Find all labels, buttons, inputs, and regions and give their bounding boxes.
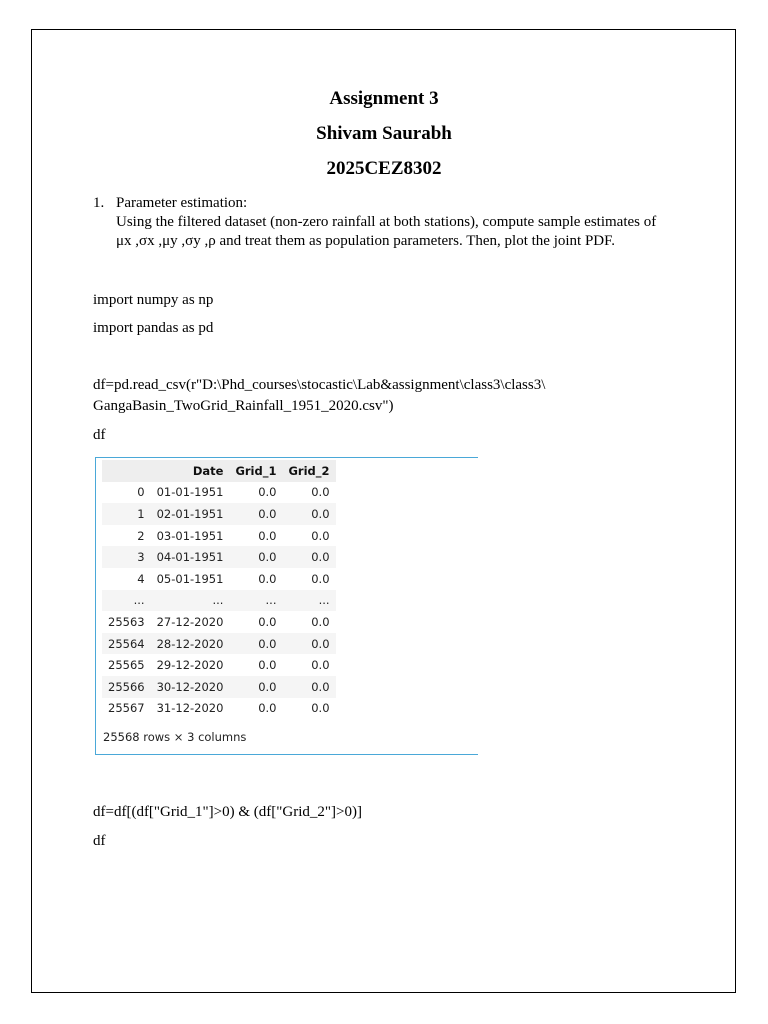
- cell-date: 30-12-2020: [156, 679, 224, 694]
- document-title: Assignment 3: [329, 88, 439, 109]
- cell-grid-1: ...: [265, 593, 277, 608]
- cell-grid-2: 0.0: [311, 506, 330, 521]
- cell-date: 03-01-1951: [156, 528, 224, 543]
- code-read-csv-line-2: GangaBasin_TwoGrid_Rainfall_1951_2020.csv"): [93, 398, 394, 414]
- code-show-df-filtered: df: [93, 833, 106, 849]
- cell-grid-2: 0.0: [311, 614, 330, 629]
- cell-grid-1: 0.0: [258, 701, 277, 716]
- cell-grid-1: 0.0: [258, 658, 277, 673]
- cell-grid-2: 0.0: [311, 636, 330, 651]
- cell-grid-1: 0.0: [258, 485, 277, 500]
- cell-date: 04-01-1951: [156, 550, 224, 565]
- question-line-1: Using the filtered dataset (non-zero rainfall at both stations), compute sample estimates of: [116, 214, 657, 230]
- dataframe-shape: 25568 rows × 3 columns: [103, 730, 247, 744]
- cell-date: ...: [212, 593, 224, 608]
- cell-grid-1: 0.0: [258, 636, 277, 651]
- cell-grid-1: 0.0: [258, 528, 277, 543]
- code-read-csv-line-1: df=pd.read_csv(r"D:\Phd_courses\stocastic\Lab&assignment\class3\class3\: [93, 377, 546, 393]
- table-header-row: [102, 460, 336, 482]
- cell-date: 29-12-2020: [156, 658, 224, 673]
- table-row: [102, 611, 336, 633]
- author-name: Shivam Saurabh: [316, 123, 452, 144]
- cell-grid-1: 0.0: [258, 614, 277, 629]
- row-index: 25564: [108, 636, 145, 651]
- cell-grid-2: 0.0: [311, 658, 330, 673]
- code-filter: df=df[(df["Grid_1"]>0) & (df["Grid_2"]>0)]: [93, 804, 362, 820]
- cell-grid-2: ...: [318, 593, 330, 608]
- question-line-2: μx ,σx ,μy ,σy ,ρ and treat them as population parameters. Then, plot the joint PDF.: [116, 233, 616, 249]
- row-index: ...: [133, 593, 145, 608]
- cell-grid-1: 0.0: [258, 550, 277, 565]
- cell-grid-2: 0.0: [311, 528, 330, 543]
- cell-date: 05-01-1951: [156, 571, 224, 586]
- cell-grid-2: 0.0: [311, 679, 330, 694]
- question-text: [116, 194, 696, 251]
- row-index: 25563: [108, 614, 145, 629]
- column-header-date: Date: [192, 463, 224, 478]
- cell-grid-1: 0.0: [258, 506, 277, 521]
- table-row-ellipsis: [102, 590, 336, 612]
- code-import-pandas: import pandas as pd: [93, 320, 214, 336]
- cell-date: 27-12-2020: [156, 614, 224, 629]
- dataframe-screenshot: [95, 457, 478, 755]
- row-index: 0: [137, 485, 145, 500]
- table-row: [102, 633, 336, 655]
- column-header-grid-2: Grid_2: [288, 463, 330, 478]
- table-row: [102, 654, 336, 676]
- column-header-index: [102, 460, 151, 482]
- row-index: 25566: [108, 679, 145, 694]
- cell-grid-2: 0.0: [311, 485, 330, 500]
- code-show-df: df: [93, 427, 106, 443]
- question-heading: Parameter estimation:: [116, 195, 248, 211]
- table-row: [102, 482, 336, 504]
- cell-grid-2: 0.0: [311, 571, 330, 586]
- row-index: 3: [137, 550, 145, 565]
- question-number: 1.: [93, 195, 105, 211]
- table-row: [102, 525, 336, 547]
- row-index: 1: [137, 506, 145, 521]
- row-index: 2: [137, 528, 145, 543]
- cell-grid-1: 0.0: [258, 679, 277, 694]
- cell-grid-1: 0.0: [258, 571, 277, 586]
- cell-grid-2: 0.0: [311, 701, 330, 716]
- row-index: 4: [137, 571, 145, 586]
- roll-number: 2025CEZ8302: [326, 158, 442, 179]
- table-row: [102, 698, 336, 720]
- dataframe-table: [102, 460, 336, 719]
- table-row: [102, 503, 336, 525]
- table-row: [102, 546, 336, 568]
- column-header-grid-1: Grid_1: [235, 463, 277, 478]
- code-import-numpy: import numpy as np: [93, 292, 214, 308]
- row-index: 25567: [108, 701, 145, 716]
- table-row: [102, 676, 336, 698]
- cell-grid-2: 0.0: [311, 550, 330, 565]
- row-index: 25565: [108, 658, 145, 673]
- cell-date: 01-01-1951: [156, 485, 224, 500]
- table-row: [102, 568, 336, 590]
- cell-date: 31-12-2020: [156, 701, 224, 716]
- cell-date: 02-01-1951: [156, 506, 224, 521]
- cell-date: 28-12-2020: [156, 636, 224, 651]
